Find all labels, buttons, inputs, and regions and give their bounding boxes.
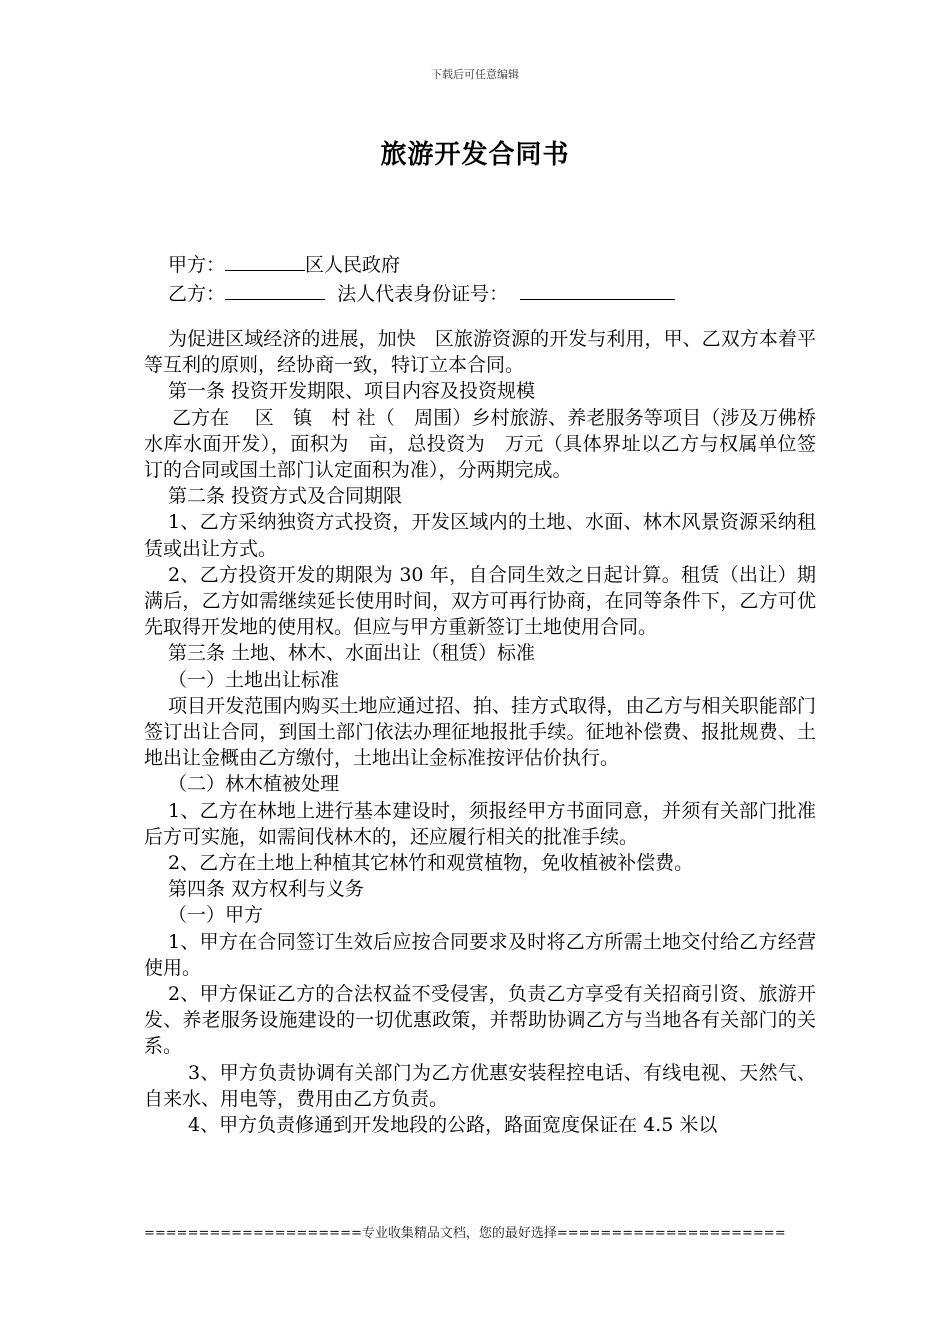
article-3-item-2: 2、乙方在土地上种植其它林竹和观赏植物，免收植被补偿费。 [168, 852, 694, 875]
article-4-item-2: 2、甲方保证乙方的合法权益不受侵害，负责乙方享受有关招商引资、旅游开发、养老服务设施建设的一切优惠政策，并帮助协调乙方与当地各有关部门的关系。 [144, 983, 816, 1058]
article-3-text-1: 项目开发范围内购买土地应通过招、拍、挂方式取得，由乙方与相关职能部门签订出让合同，到国土部门依法办理征地报批手续。征地补偿费、报批规费、土地出让金概由乙方缴付，土地出让金标准按评估价执行。 [144, 694, 816, 770]
article-4-item-3: 3、甲方负责协调有关部门为乙方优惠安装程控电话、有线电视、天然气、自来水、用电等，费用由乙方负责。 [144, 1061, 816, 1110]
party-b-label: 乙方： [168, 283, 226, 305]
footer-note: ====================专业收集精品文档，您的最好选择===================== [144, 1226, 786, 1241]
party-b-blank [225, 279, 325, 300]
article-4-item-4: 4、甲方负责修通到开发地段的公路，路面宽度保证在 4.5 米以 [188, 1114, 718, 1137]
article-4-item-1: 1、甲方在合同签订生效后应按合同要求及时将乙方所需土地交付给乙方经营使用。 [144, 930, 816, 979]
party-b-id-label: 法人代表身份证号： [337, 283, 509, 305]
article-3-subheading-1: （一）土地出让标准 [168, 668, 340, 691]
contract-body [144, 326, 816, 1138]
article-1-heading: 第一条 投资开发期限、项目内容及投资规模 [168, 380, 536, 403]
parties-block [168, 250, 675, 308]
party-a-label: 甲方： [168, 254, 226, 276]
article-3-item-1: 1、乙方在林地上进行基本建设时，须报经甲方书面同意，并须有关部门批准后方可实施，如需间伐林木的，还应履行相关的批准手续。 [144, 799, 816, 848]
article-2-heading: 第二条 投资方式及合同期限 [168, 485, 403, 508]
party-b-line [168, 279, 675, 308]
party-a-blank [225, 250, 305, 271]
article-4-heading: 第四条 双方权利与义务 [168, 878, 365, 901]
document-title: 旅游开发合同书 [380, 140, 570, 170]
party-a-suffix: 区人民政府 [305, 254, 401, 276]
party-a-line [168, 250, 675, 279]
article-4-subheading-1: （一）甲方 [168, 904, 264, 927]
article-3-heading: 第三条 土地、林木、水面出让（租赁）标准 [168, 642, 536, 665]
article-2-item-1: 1、乙方采纳独资方式投资，开发区域内的土地、水面、林木风景资源采纳租赁或出让方式。 [144, 511, 816, 560]
article-3-subheading-2: （二）林木植被处理 [168, 773, 340, 796]
intro-paragraph: 为促进区域经济的进展，加快 区旅游资源的开发与利用，甲、乙双方本着平等互利的原则，经协商一致，特订立本合同。 [144, 328, 816, 377]
header-note: 下载后可任意编辑 [431, 68, 519, 81]
article-2-item-2: 2、乙方投资开发的期限为 30 年，自合同生效之日起计算。租赁（出让）期满后，乙方如需继续延长使用时间，双方可再行协商，在同等条件下，乙方可优先取得开发地的使用权。但应与甲方重新签订土地使用合同。 [144, 563, 816, 639]
article-1-text: 乙方在 区 镇 村 社（ 周围）乡村旅游、养老服务等项目（涉及万佛桥水库水面开发），面积为 亩，总投资为 万元（具体界址以乙方与权属单位签订的合同或国土部门认定面积为准），分两期完成。 [144, 406, 816, 482]
party-b-id-blank [520, 279, 675, 300]
